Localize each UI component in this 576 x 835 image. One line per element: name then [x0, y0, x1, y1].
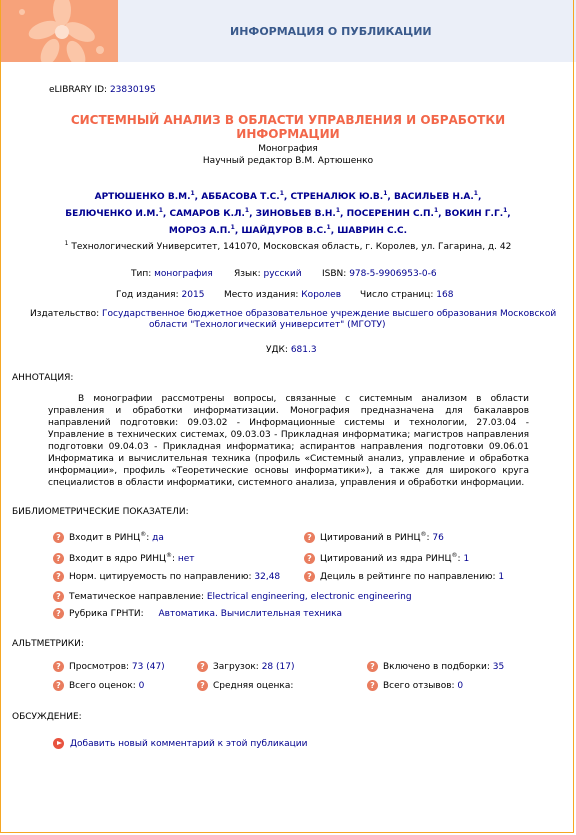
publisher-link[interactable]: Государственное бюджетное образовательное учреждение высшего образования Московской [102, 309, 557, 319]
biblio-norm: ? Норм. цитируемость по направлению: 32,48 [53, 571, 280, 582]
alt-reviews: ? Всего отзывов: 0 [367, 680, 463, 691]
help-icon[interactable]: ? [197, 661, 208, 672]
udk-label: УДК: [266, 345, 288, 355]
collections-link[interactable]: 35 [492, 662, 505, 672]
author-link[interactable]: СТРЕНАЛЮК Ю.В. [290, 192, 384, 202]
biblio-topic: ? Тематическое направление: Electrical engineering, electronic engineering [53, 591, 412, 602]
meta-place [224, 290, 341, 300]
add-comment-link[interactable]: Добавить новый комментарий к этой публикации [70, 739, 308, 749]
reviews-value: 0 [457, 681, 464, 691]
author-link[interactable]: МОРОЗ А.П. [168, 226, 231, 236]
biblio-cit-core: ? Цитирований из ядра РИНЦ®: 1 [304, 552, 469, 564]
pages-value: 168 [436, 290, 454, 300]
author-link[interactable]: АББАСОВА Т.С. [201, 192, 280, 202]
author-link[interactable]: ВОКИН Г.Г. [444, 209, 504, 219]
biblio-grnti: ? Рубрика ГРНТИ: Автоматика. Вычислительная техника [53, 608, 342, 619]
rinc-value: да [152, 533, 164, 543]
pages-label: Число страниц: [360, 290, 434, 300]
help-icon[interactable]: ? [197, 680, 208, 691]
alt-views: ? Просмотров: 73 (47) [53, 661, 165, 672]
annotation-heading: АННОТАЦИЯ: [12, 373, 74, 383]
publication-title-line2: ИНФОРМАЦИИ [236, 127, 340, 141]
language-value: русский [263, 269, 302, 279]
play-icon[interactable] [53, 738, 64, 749]
norm-value: 32,48 [254, 572, 281, 582]
authors-list [0, 187, 576, 238]
annotation-text: В монографии рассмотрены вопросы, связанные с системным анализом в области управления и обработки информатизации. Монография предназначена для бакалавров направлений подготовки: 09.03.02 - Информационные системы и технологии, 27.03.04 - Управление в технических системах, 09.03.03 - Прикладная информатика; магистров направления подготовки 09.04.03 - Прикладная информатика; аспирантов направления подготовки 09.06.01 Информатика и вычислительная техника (профиль «Системный анализ, управление и обработка информации», профиль «Теоретические основы информатики»), а также для широкого круга специалистов в области информатики, системного анализа, управления и обработки информации. [48, 394, 529, 488]
help-icon[interactable]: ? [304, 532, 315, 543]
biblio-decile: ? Дециль в рейтинге по направлению: 1 [304, 571, 504, 582]
authors-row-3: МОРОЗ А.П.$^1$, ШАЙДУРОВ В.С.$^1$, ШАВРИН С.С. [168, 224, 408, 236]
place-label: Место издания: [224, 290, 299, 300]
biblio-cit-rinc: ? Цитирований в РИНЦ®: 76 [304, 531, 444, 543]
help-icon[interactable]: ? [304, 571, 315, 582]
help-icon[interactable]: ? [53, 680, 64, 691]
publication-title [0, 113, 576, 141]
publication-type-line: Монография [258, 144, 318, 154]
discussion-heading: ОБСУЖДЕНИЕ: [12, 712, 82, 722]
add-comment[interactable] [53, 738, 307, 749]
alt-collections: ? Включено в подборки: 35 [367, 661, 504, 672]
authors-row-1: АРТЮШЕНКО В.М.$^1$, АББАСОВА Т.С.$^1$, СТРЕНАЛЮК Ю.В.$^1$, ВАСИЛЬЕВ Н.А.$^1$, [94, 190, 482, 202]
affiliation-text: Технологический Университет, 141070, Московская область, г. Королев, ул. Гагарина, д. 42 [71, 242, 512, 252]
type-value: монография [154, 269, 213, 279]
elibrary-id-value: 23830195 [109, 85, 156, 95]
meta-udk [266, 345, 317, 355]
elibrary-id-label: eLIBRARY ID: [49, 85, 108, 95]
isbn-label: ISBN: [322, 269, 347, 279]
core-value: нет [177, 554, 195, 564]
cit-core-link[interactable]: 1 [463, 554, 470, 564]
page-title: ИНФОРМАЦИЯ О ПУБЛИКАЦИИ [230, 25, 432, 38]
author-link[interactable]: АРТЮШЕНКО В.М. [94, 192, 191, 202]
author-link[interactable]: БЕЛЮЧЕНКО И.М. [65, 209, 159, 219]
publisher-link-line2[interactable]: области "Технологический университет" (МГОТУ) [149, 320, 386, 330]
place-value: Королев [301, 290, 342, 300]
biblio-heading: БИБЛИОМЕТРИЧЕСКИЕ ПОКАЗАТЕЛИ: [12, 507, 189, 517]
alt-ratings: ? Всего оценок: 0 [53, 680, 144, 691]
publication-title-line1: СИСТЕМНЫЙ АНАЛИЗ В ОБЛАСТИ УПРАВЛЕНИЯ И ОБРАБОТКИ [70, 113, 506, 127]
meta-publisher [30, 309, 560, 331]
publication-editor-line: Научный редактор В.М. Артюшенко [202, 156, 374, 166]
help-icon[interactable]: ? [53, 571, 64, 582]
affiliation-sup: 1 [64, 240, 69, 247]
help-icon[interactable]: ? [304, 553, 315, 564]
topic-value: Electrical engineering, electronic engineering [206, 592, 412, 602]
meta-type [131, 269, 213, 279]
publisher-label: Издательство: [30, 309, 100, 319]
meta-year [116, 290, 204, 300]
altmetrics-heading: АЛЬТМЕТРИКИ: [12, 639, 84, 649]
help-icon[interactable]: ? [367, 680, 378, 691]
year-label: Год издания: [116, 290, 179, 300]
language-label: Язык: [234, 269, 261, 279]
udk-value: 681.3 [290, 345, 317, 355]
alt-downloads: ? Загрузок: 28 (17) [197, 661, 295, 672]
author-link[interactable]: ШАЙДУРОВ В.С. [241, 226, 327, 236]
alt-avg: ? Средняя оценка: [197, 680, 293, 691]
decile-value: 1 [498, 572, 505, 582]
year-value: 2015 [181, 290, 205, 300]
help-icon[interactable]: ? [367, 661, 378, 672]
downloads-value: 28 (17) [261, 662, 295, 672]
biblio-rinc: ? Входит в РИНЦ®: да [53, 531, 164, 543]
author-link[interactable]: ВАСИЛЬЕВ Н.А. [393, 192, 474, 202]
author-link[interactable]: САМАРОВ К.Л. [169, 209, 245, 219]
affiliation [0, 240, 576, 252]
meta-language [234, 269, 302, 279]
help-icon[interactable]: ? [53, 553, 64, 564]
isbn-value: 978-5-9906953-0-6 [349, 269, 437, 279]
author-link[interactable]: ШАВРИН С.С. [337, 226, 408, 236]
type-label: Тип: [131, 269, 152, 279]
cit-rinc-link[interactable]: 76 [432, 533, 444, 543]
authors-row-2: БЕЛЮЧЕНКО И.М.$^1$, САМАРОВ К.Л.$^1$, ЗИНОВЬЕВ В.Н.$^1$, ПОСЕРЕНИН С.П.$^1$, ВОКИН Г.Г.$^1$, [65, 207, 511, 219]
help-icon[interactable]: ? [53, 608, 64, 619]
author-link[interactable]: ПОСЕРЕНИН С.П. [346, 209, 434, 219]
meta-isbn [322, 269, 437, 279]
views-value: 73 (47) [131, 662, 165, 672]
author-link[interactable]: ЗИНОВЬЕВ В.Н. [255, 209, 336, 219]
help-icon[interactable]: ? [53, 532, 64, 543]
biblio-core: ? Входит в ядро РИНЦ®: нет [53, 552, 195, 564]
meta-pages [360, 290, 453, 300]
help-icon[interactable]: ? [53, 661, 64, 672]
ratings-value: 0 [138, 681, 145, 691]
help-icon[interactable]: ? [53, 591, 64, 602]
elibrary-id [49, 85, 156, 95]
grnti-value: Автоматика. Вычислительная техника [158, 609, 343, 619]
